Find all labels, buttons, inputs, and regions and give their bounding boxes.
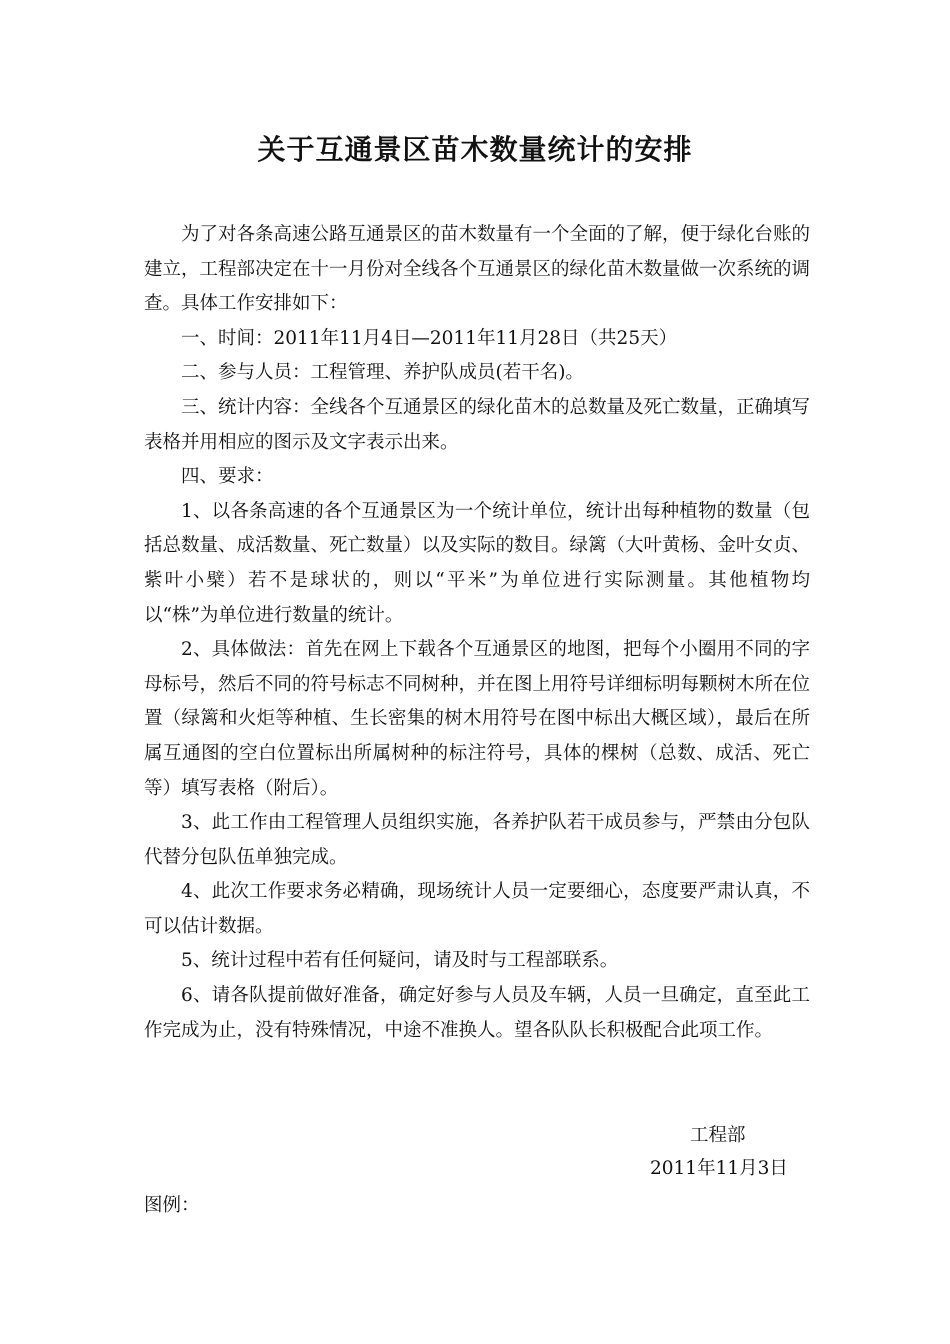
paragraph-time: 一、时间：2011年11月4日—2011年11月28日（共25天）: [181, 327, 678, 349]
document-title: 关于互通景区苗木数量统计的安排: [257, 133, 693, 166]
document-body: [144, 218, 810, 1048]
paragraph-requirement-3: 3、此工作由工程管理人员组织实施，各养护队若干成员参与，严禁由分包队代替分包队伍单独完成。: [144, 812, 810, 868]
signature-org: 工程部: [690, 1125, 746, 1146]
paragraph-requirement-5: 5、统计过程中若有任何疑问，请及时与工程部联系。: [181, 950, 619, 972]
signature-date: 2011年11月3日: [650, 1158, 788, 1179]
legend-label: 图例：: [144, 1195, 200, 1216]
paragraph-participants: 二、参与人员：工程管理、养护队成员(若干名)。: [181, 362, 584, 384]
paragraph-content: 三、统计内容：全线各个互通景区的绿化苗木的总数量及死亡数量，正确填写表格并用相应的图示及文字表示出来。: [144, 396, 811, 453]
paragraph-intro: 为了对各条高速公路互通景区的苗木数量有一个全面的了解，便于绿化台账的建立，工程部决定在十一月份对全线各个互通景区的绿化苗木数量做一次系统的调查。具体工作安排如下：: [144, 224, 811, 315]
paragraph-requirement-6: 6、请各队提前做好准备，确定好参与人员及车辆，人员一旦确定，直至此工作完成为止，没有特殊情况，中途不准换人。望各队队长积极配合此项工作。: [144, 985, 810, 1041]
paragraph-requirement-1: 1、以各条高速的各个互通景区为一个统计单位，统计出每种植物的数量（包括总数量、成活数量、死亡数量）以及实际的数目。绿篱（大叶黄杨、金叶女贞、紫叶小檗）若不是球状的，则以“平米”为单位进行实际测量。其他植物均以“株”为单位进行数量的统计。: [144, 500, 811, 626]
paragraph-requirement-2: 2、具体做法：首先在网上下载各个互通景区的地图，把每个小圈用不同的字母标号，然后不同的符号标志不同树种，并在图上用符号详细标明每颗树木所在位置（绿篱和火炬等种植、生长密集的树木用符号在图中标出大概区域），最后在所属互通图的空白位置标出所属树种的标注符号，具体的棵树（总数、成活、死亡等）填写表格（附后）。: [144, 639, 811, 799]
paragraph-requirements-heading: 四、要求：: [181, 466, 274, 488]
paragraph-requirement-4: 4、此次工作要求务必精确，现场统计人员一定要细心，态度要严肃认真，不可以估计数据。: [144, 881, 810, 937]
